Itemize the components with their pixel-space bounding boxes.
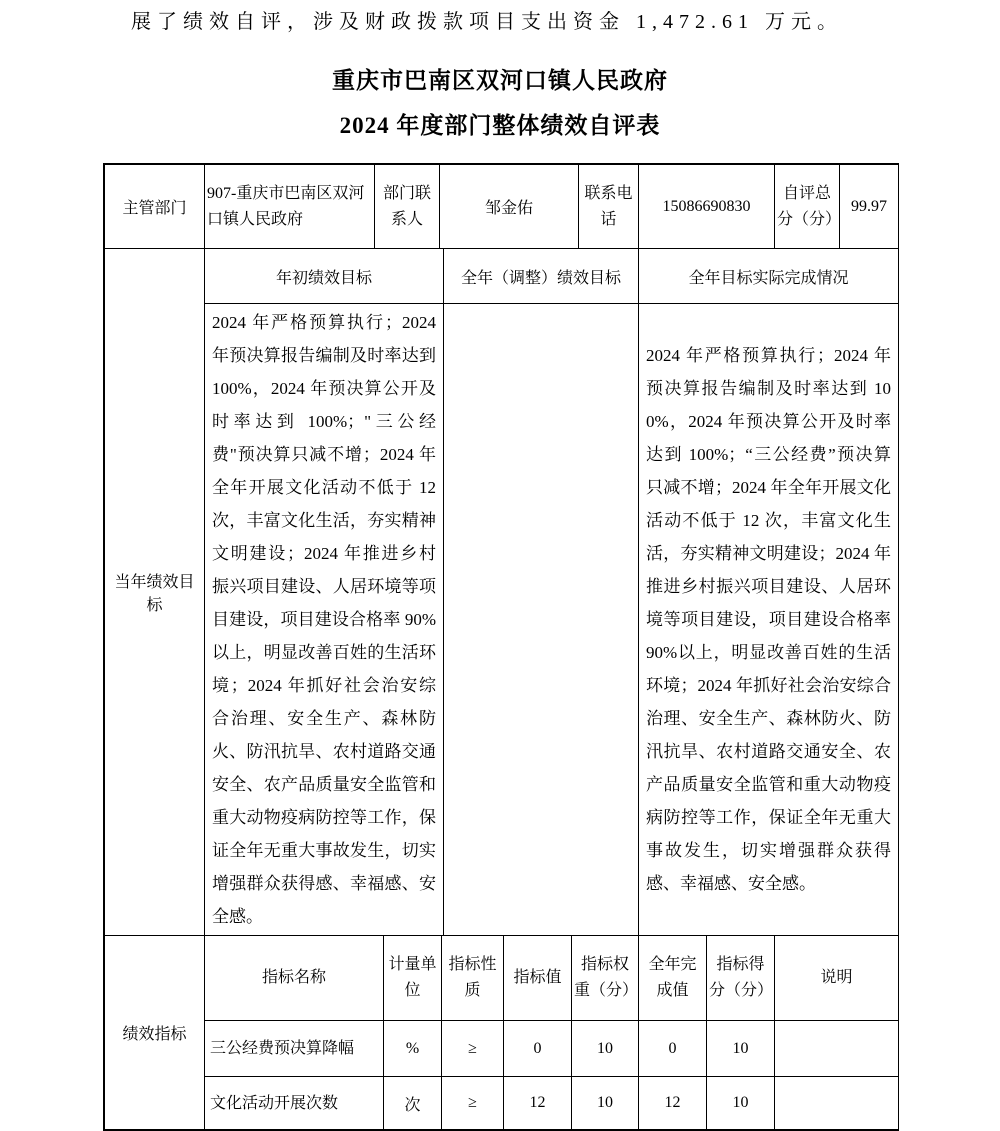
indicator-weight-cell: 10 xyxy=(572,1021,639,1077)
doc-title-line1: 重庆市巴南区双河口镇人民政府 xyxy=(332,68,668,93)
indicators-header-nature: 指标性质 xyxy=(442,936,504,1021)
indicator-score-cell: 10 xyxy=(707,1077,775,1130)
indicator-value-cell: 0 xyxy=(504,1021,572,1077)
indicator-unit-cell: 次 xyxy=(384,1077,442,1130)
indicators-header-score: 指标得分（分） xyxy=(707,936,775,1021)
phone-label-cell: 联系电话 xyxy=(579,165,639,249)
indicators-table xyxy=(104,935,899,1130)
indicator-completed-cell: 0 xyxy=(639,1021,707,1077)
goals-header-completion: 全年目标实际完成情况 xyxy=(639,249,899,304)
indicator-value-cell: 12 xyxy=(504,1077,572,1130)
goals-table xyxy=(104,248,899,936)
phone-value-cell: 15086690830 xyxy=(639,165,775,249)
contact-value-cell: 邹金佑 xyxy=(440,165,579,249)
goals-header-initial: 年初绩效目标 xyxy=(205,249,444,304)
doc-title-line2: 2024 年度部门整体绩效自评表 xyxy=(339,113,661,138)
indicator-row xyxy=(105,1021,899,1077)
goals-header-adjusted: 全年（调整）绩效目标 xyxy=(444,249,639,304)
indicators-header-value: 指标值 xyxy=(504,936,572,1021)
indicator-name-cell: 文化活动开展次数 xyxy=(205,1077,384,1130)
dept-value-cell: 907-重庆市巴南区双河口镇人民政府 xyxy=(205,165,375,249)
indicator-nature-cell: ≥ xyxy=(442,1021,504,1077)
intro-paragraph: 展了绩效自评，涉及财政拨款项目支出资金 1,472.61 万元。 xyxy=(131,11,843,33)
indicator-unit-cell: % xyxy=(384,1021,442,1077)
indicators-header-unit: 计量单位 xyxy=(384,936,442,1021)
goals-completion-text-cell: 2024 年严格预算执行；2024 年预决算报告编制及时率达到 100%，2024 年预决算公开及时率达到 100%；“三公经费”预决算只减不增；2024 年全年开展文化活动不低于 12 次，丰富文化生活，夯实精神文明建设；2024 年推进乡村振兴项目建设、人居环境等项目建设，项目建设合格率 90%以上，明显改善百姓的生活环境；2024 年抓好社会治安综合治理、安全生产、森林防火、防汛抗旱、农村道路交通安全、农产品质量安全监管和重大动物疫病防控等工作，保证全年无重大事故发生，切实增强群众获得感、幸福感、安全感。 xyxy=(639,304,899,936)
indicator-row xyxy=(105,1077,899,1130)
indicator-note-cell xyxy=(775,1077,899,1130)
dept-label-cell: 主管部门 xyxy=(105,165,205,249)
score-value-cell: 99.97 xyxy=(840,165,899,249)
indicator-weight-cell: 10 xyxy=(572,1077,639,1130)
self-evaluation-table xyxy=(103,163,899,1131)
indicator-note-cell xyxy=(775,1021,899,1077)
indicators-header-note: 说明 xyxy=(775,936,899,1021)
info-row-table xyxy=(104,164,899,249)
score-label-cell: 自评总分（分） xyxy=(775,165,840,249)
indicator-completed-cell: 12 xyxy=(639,1077,707,1130)
goals-adjusted-text-cell xyxy=(444,304,639,936)
indicator-nature-cell: ≥ xyxy=(442,1077,504,1130)
indicators-row-label-cell: 绩效指标 xyxy=(105,936,205,1130)
indicator-score-cell: 10 xyxy=(707,1021,775,1077)
contact-label-cell: 部门联系人 xyxy=(375,165,440,249)
indicators-header-completed: 全年完成值 xyxy=(639,936,707,1021)
goals-row-label-cell: 当年绩效目标 xyxy=(105,249,205,936)
indicator-name-cell: 三公经费预决算降幅 xyxy=(205,1021,384,1077)
indicators-header-name: 指标名称 xyxy=(205,936,384,1021)
goals-initial-text-cell: 2024 年严格预算执行；2024 年预决算报告编制及时率达到 100%，2024 年预决算公开及时率达到 100%；"三公经费"预决算只减不增；2024 年全年开展文化活动不低于 12 次，丰富文化生活，夯实精神文明建设；2024 年推进乡村振兴项目建设、人居环境等项目建设，项目建设合格率 90%以上，明显改善百姓的生活环境；2024 年抓好社会治安综合治理、安全生产、森林防火、防汛抗旱、农村道路交通安全、农产品质量安全监管和重大动物疫病防控等工作，保证全年无重大事故发生，切实增强群众获得感、幸福感、安全感。 xyxy=(205,304,444,936)
indicators-header-weight: 指标权重（分） xyxy=(572,936,639,1021)
